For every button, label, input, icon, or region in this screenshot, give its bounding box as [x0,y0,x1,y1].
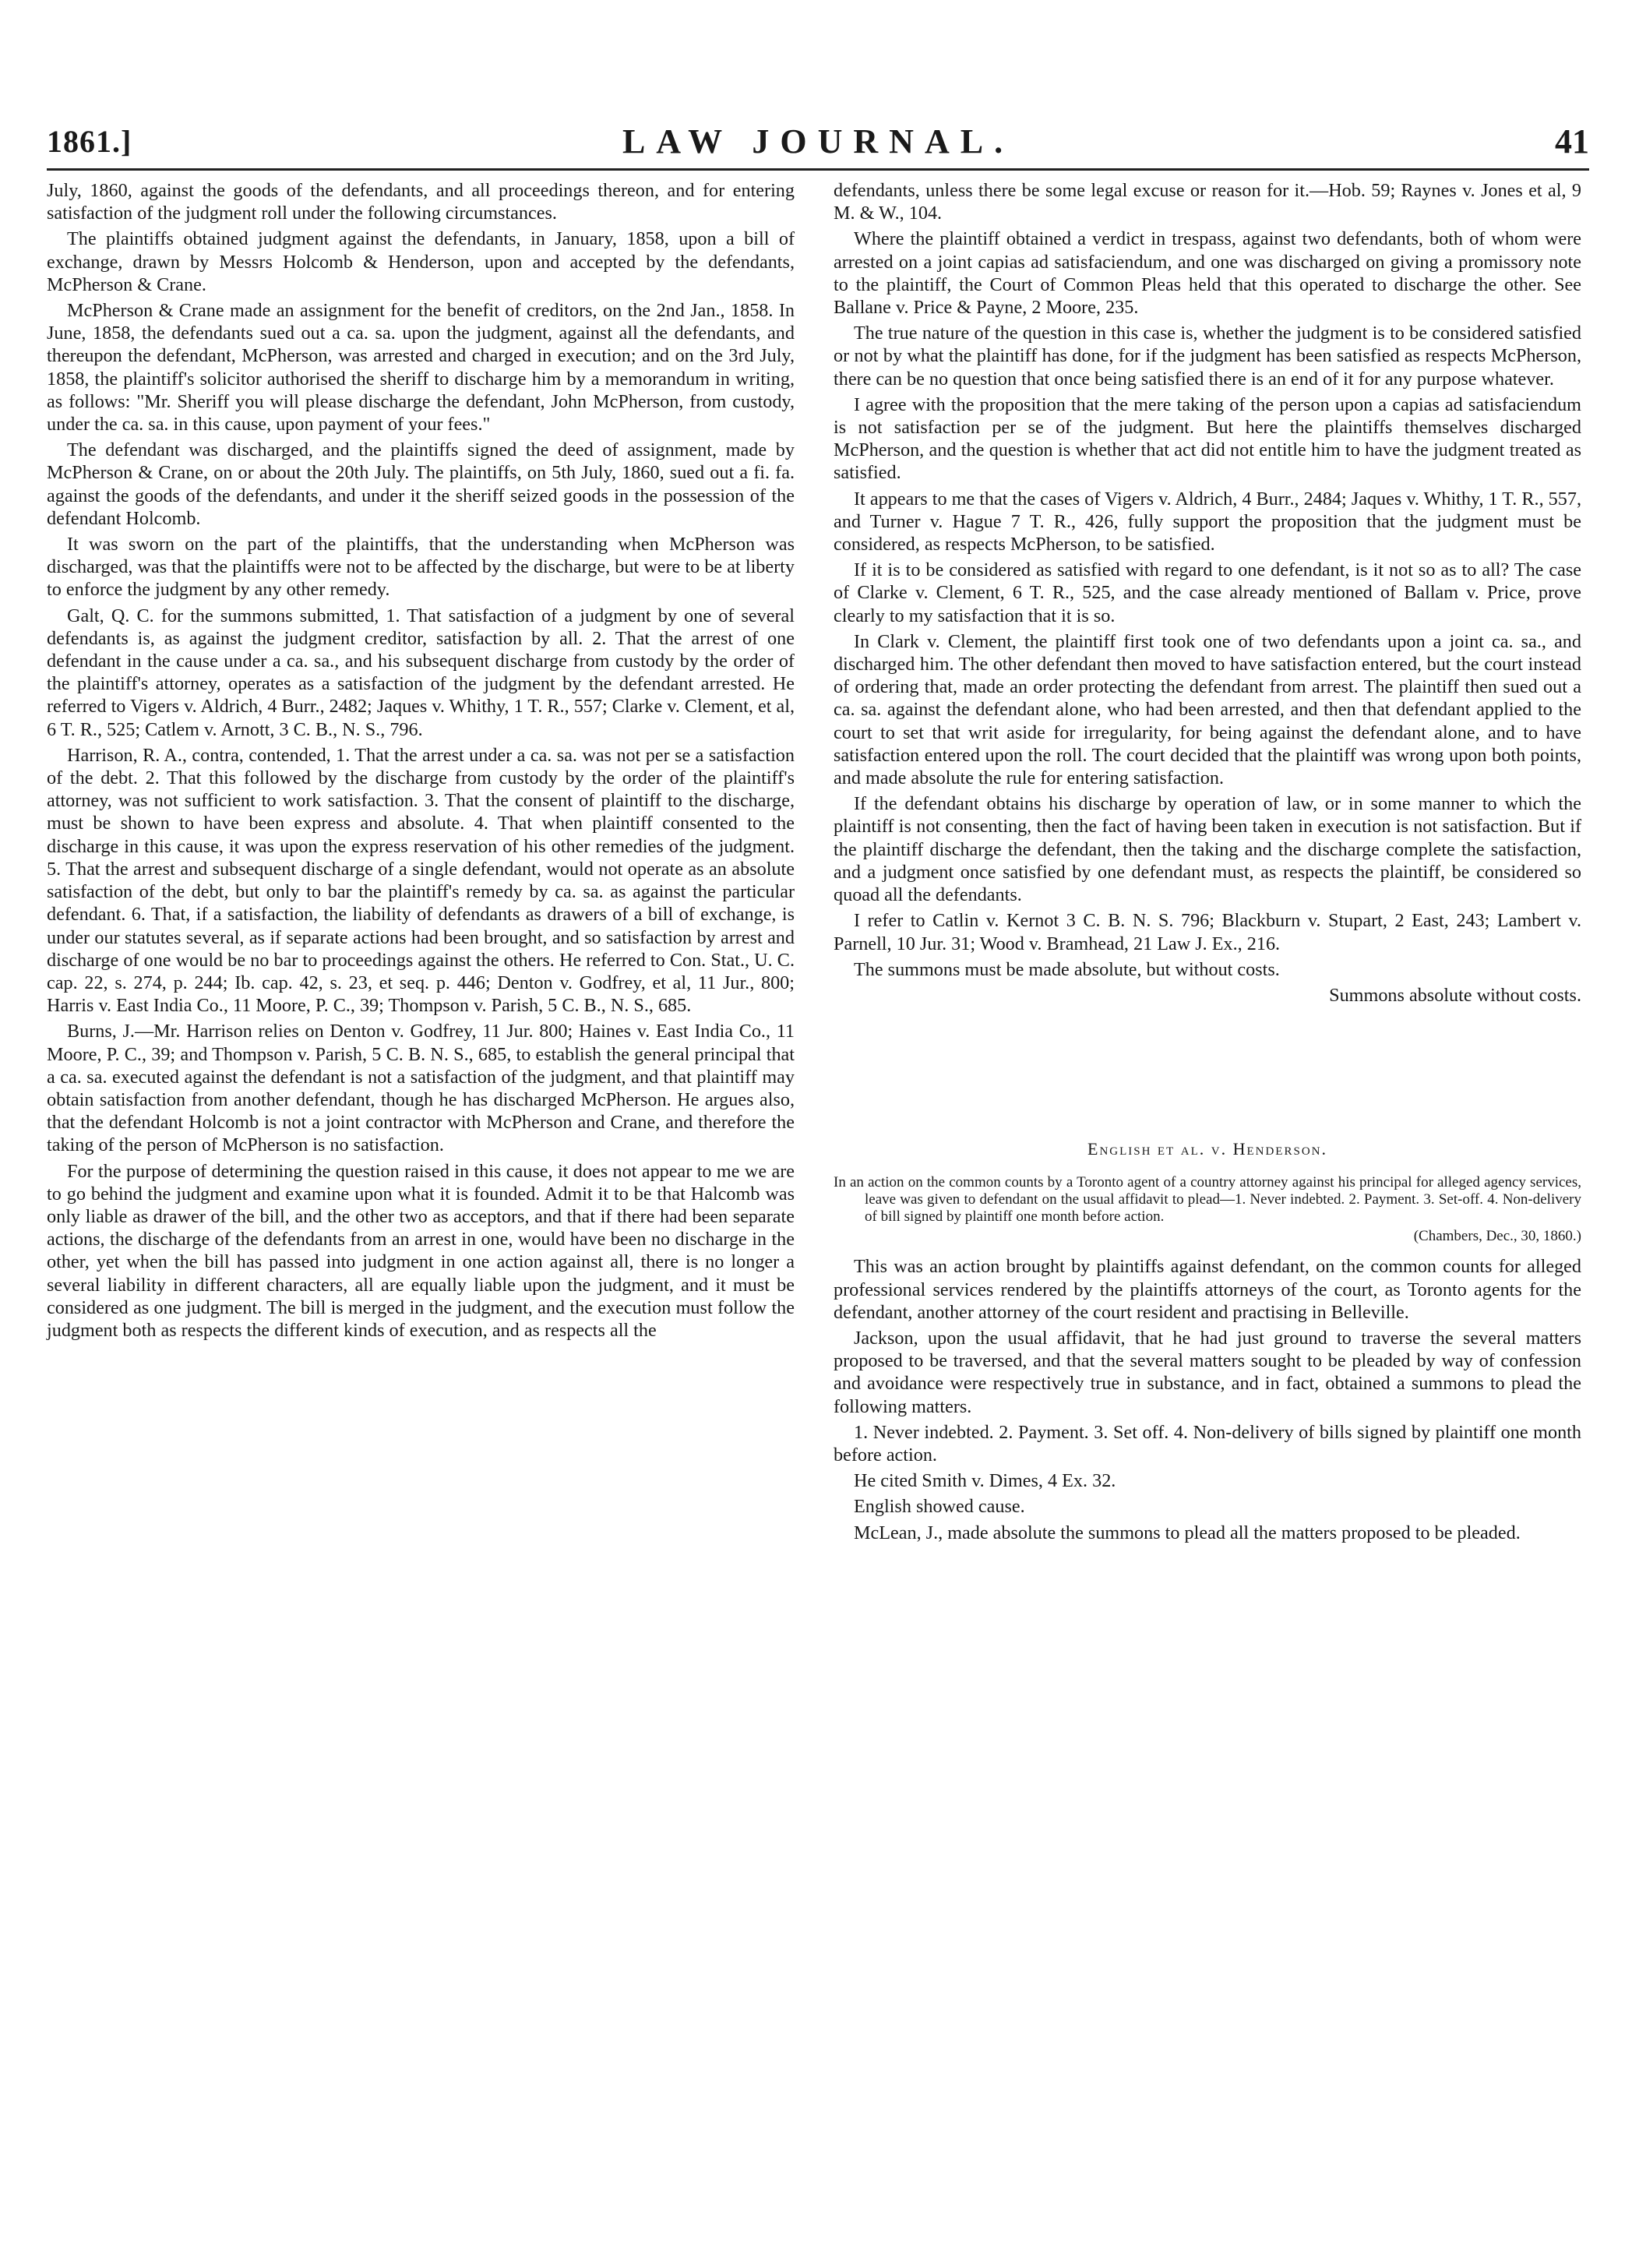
paragraph: I refer to Catlin v. Kernot 3 C. B. N. S. 796; Blackburn v. Stupart, 2 East, 243; Lambert v. Parnell, 10 Jur. 31; Wood v. Bramhead, 21 Law J. Ex., 216. [834,910,1581,954]
paragraph: Galt, Q. C. for the summons submitted, 1. That satisfaction of a judgment by one of several defendants is, as against the judgment creditor, satisfaction by all. 2. That the arrest of one defendant in the cause under a ca. sa., and his subsequent discharge from custody by the order of the plaintiff's attorney, operates as a satisfaction of the judgment by the defendant arrested. He referred to Vigers v. Aldrich, 4 Burr., 2482; Jaques v. Whithy, 1 T. R., 557; Clarke v. Clement, et al, 6 T. R., 525; Catlem v. Arnott, 3 C. B., N. S., 796. [47,605,795,740]
journal-title: LAW JOURNAL. [622,122,1014,160]
paragraph: The defendant was discharged, and the plaintiffs signed the deed of assignment, made by McPherson & Crane, on or about the 20th July. The plaintiffs, on 5th July, 1860, sued out a fi. fa. against the goods of the defendants, and under it the sheriff seized goods in the possession of the defendant Holcomb. [47,439,795,529]
paragraph: If it is to be considered as satisfied with regard to one defendant, is it not so as to all? The case of Clarke v. Clement, 6 T. R., 525, and the case already mentioned of Ballam v. Price, prove clearly to my satisfaction that it is so. [834,559,1581,626]
case-title: English et al. v. Henderson. [1087,1139,1327,1159]
paragraph: It appears to me that the cases of Vigers v. Aldrich, 4 Burr., 2484; Jaques v. Whithy, 1 T. R., 557, and Turner v. Hague 7 T. R., 426, fully support the proposition that the judgment must be considered, as respects McPherson, to be satisfied. [834,488,1581,556]
paragraph: In Clark v. Clement, the plaintiff first took one of two defendants upon a joint ca. sa., and discharged him. The other defendant then moved to have satisfaction entered, but the court instead of ordering that, made an order protecting the defendant from arrest. The plaintiff then sued out a ca. sa. against the defendant alone, who had been arrested, and then that defendant applied to the court to set that writ aside for irregularity, for being against the defendant alone, and to have satisfaction entered upon the roll. The court decided that the plaintiff was wrong upon both points, and made absolute the rule for entering satisfaction. [834,630,1581,789]
paragraph: I agree with the proposition that the mere taking of the person upon a capias ad satisfaciendum is not satisfaction per se of the judgment. But here the plaintiffs themselves discharged McPherson, and the question is whether that act did not entitle him to have the judgment treated as satisfied. [834,393,1581,484]
paragraph: defendants, unless there be some legal excuse or reason for it.—Hob. 59; Raynes v. Jones et al, 9 M. & W., 104. [834,180,1581,224]
paragraph: English showed cause. [854,1496,1025,1518]
journal-page [47,101,1589,2236]
paragraph: McLean, J., made absolute the summons to plead all the matters proposed to be pleaded. [854,1522,1521,1543]
paragraph: The plaintiffs obtained judgment against the defendants, in January, 1858, upon a bill of exchange, drawn by Messrs Holcomb & Henderson, upon and accepted by the defendants, McPherson & Crane. [47,228,795,295]
case-dateline: (Chambers, Dec., 30, 1860.) [1413,1228,1581,1245]
paragraph: Harrison, R. A., contra, contended, 1. That the arrest under a ca. sa. was not per se a satisfaction of the debt. 2. That this followed by the discharge from custody by the order of the plaintiff's attorney, was not sufficient to work satisfaction. 3. That the consent of plaintiff to the discharge, must be shown to have been express and absolute. 4. That when plaintiff consented to the discharge in this cause, it was upon the express reservation of his other remedies of the judgment. 5. That the arrest and subsequent discharge of a single defendant, would not operate as an absolute satisfaction of the debt, but only to bar the plaintiff's remedy by ca. sa. as against the particular defendant. 6. That, if a satisfaction, the liability of defendants as drawers of a bill of exchange, is under our statutes several, as if separate actions had been brought, and so satisfaction by arrest and discharge of one would be no bar to proceedings against the others. He referred to Con. Stat., U. C. cap. 22, s. 274, p. 244; Ib. cap. 42, s. 23, et seq. p. 446; Denton v. Godfrey, et al, 11 Jur., 800; Harris v. East India Co., 11 Moore, P. C., 39; Thompson v. Parish, 5 C. B., N. S., 685. [47,744,795,1017]
ruling: Summons absolute without costs. [1329,984,1581,1006]
header-rule [47,168,1589,171]
paragraph: This was an action brought by plaintiffs against defendant, on the common counts for alleged professional services rendered by the plaintiffs attorneys of the court, as Toronto agents for the defendant, another attorney of the court resident and practising in Belleville. [834,1256,1581,1323]
page-number: 41 [1555,122,1589,160]
paragraph: It was sworn on the part of the plaintiffs, that the understanding when McPherson was discharged, was that the plaintiffs were not to be affected by the discharge, but were to be at liberty to enforce the judgment by any other remedy. [47,534,795,601]
paragraph: The summons must be made absolute, but without costs. [854,958,1280,980]
headnote-text: In an action on the common counts by a Toronto agent of a country attorney against his principal for alleged agency services, leave was given to defendant on the usual affidavit to plead—1. Never indebted. 2. Payment. 3. Set-off. 4. Non-delivery of bill signed by plaintiff one month before action. [834,1174,1581,1226]
paragraph: July, 1860, against the goods of the defendants, and all proceedings thereon, and for entering satisfaction of the judgment roll under the following circumstances. [47,180,795,224]
paragraph: 1. Never indebted. 2. Payment. 3. Set off. 4. Non-delivery of bills signed by plaintiff one month before action. [834,1421,1581,1466]
paragraph: McPherson & Crane made an assignment for the benefit of creditors, on the 2nd Jan., 1858. In June, 1858, the defendants sued out a ca. sa. upon the judgment, against all the defendants, and thereupon the defendant, McPherson, was arrested and charged in execution; and on the 3rd July, 1858, the plaintiff's solicitor authorised the sheriff to discharge him by a memorandum in writing, as follows: "Mr. Sheriff you will please discharge the defendant, John McPherson, from custody, under the ca. sa. in this cause, upon payment of your fees." [47,300,795,436]
paragraph: He cited Smith v. Dimes, 4 Ex. 32. [854,1470,1116,1492]
paragraph: If the defendant obtains his discharge by operation of law, or in some manner to which the plaintiff is not consenting, then the fact of having been taken in execution is not satisfaction. But if the plaintiff discharge the defendant, then the taking and the discharge complete the satisfaction, and a judgment once satisfied by one defendant must, as respects the plaintiff, be considered so quoad all the defendants. [834,793,1581,906]
running-header [47,117,1589,164]
right-column [834,179,1581,1547]
paragraph: The true nature of the question in this case is, whether the judgment is to be considered satisfied or not by what the plaintiff has done, for if the judgment has been satisfied as respects McPherson, there can be no question that once being satisfied there is an end of it for any purpose whatever. [834,323,1581,390]
paragraph: Burns, J.—Mr. Harrison relies on Denton v. Godfrey, 11 Jur. 800; Haines v. East India Co., 11 Moore, P. C., 39; and Thompson v. Parish, 5 C. B. N. S., 685, to establish the general principal that a ca. sa. executed against the defendant is not a satisfaction of the judgment, and that plaintiff may obtain satisfaction from another defendant, though he has discharged McPherson. He argues also, that the defendant Holcomb is not a joint contractor with McPherson and Crane, and therefore the taking of the person of McPherson is no satisfaction. [47,1021,795,1156]
header-year: 1861.] [47,124,132,159]
paragraph: Jackson, upon the usual affidavit, that he had just ground to traverse the several matters proposed to be traversed, and that the several matters sought to be pleaded by way of confession and avoidance were respectively true in substance, and in fact, obtained a summons to plead the following matters. [834,1327,1581,1417]
paragraph: Where the plaintiff obtained a verdict in trespass, against two defendants, both of whom were arrested on a joint capias ad satisfaciendum, and one was discharged on giving a promissory note to the plaintiff, the Court of Common Pleas held that this operated to discharge the other. See Ballane v. Price & Payne, 2 Moore, 235. [834,228,1581,319]
ruling-block [834,984,1581,1007]
left-column [47,179,795,1345]
headnote [834,1174,1581,1226]
paragraph: For the purpose of determining the question raised in this cause, it does not appear to me we are to go behind the judgment and examine upon what it is founded. Admit it to be that Halcomb was only liable as drawer of the bill, and the other two as acceptors, and that if there had been separate actions, the discharge of the defendants from an arrest in one, would have been no discharge in the other, yet when the bill has passed into judgment in one action against all, there is no longer a several liability in different characters, all are equally liable upon the judgment, and it must be considered as one judgment. The bill is merged in the judgment, and the execution must follow the judgment both as respects the different kinds of execution, and as respects all the [47,1160,795,1341]
